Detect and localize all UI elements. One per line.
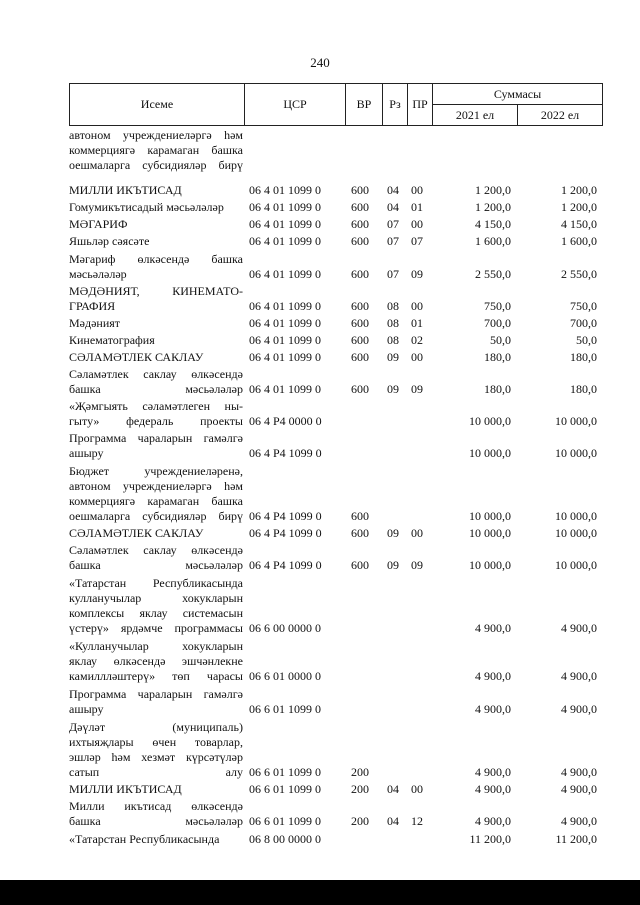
row-value-2021: 4 900,0	[475, 765, 511, 779]
row-pr: 09	[411, 382, 423, 396]
row-value-2021: 11 200,0	[469, 832, 511, 846]
table-row	[69, 200, 601, 215]
row-value-2022: 4 150,0	[561, 217, 597, 231]
row-csr: 06 4 P4 1099 0	[249, 509, 322, 523]
row-name	[69, 183, 243, 198]
table-row	[69, 252, 601, 282]
row-vr: 600	[351, 558, 369, 572]
row-value-2022: 180,0	[570, 382, 597, 396]
row-name-line: кулланучылар хокукларын	[69, 591, 243, 605]
budget-table-body	[69, 128, 601, 847]
header-year-2022: 2022 ел	[518, 105, 603, 126]
table-row	[69, 832, 601, 847]
row-csr: 06 4 01 1099 0	[249, 333, 321, 347]
row-name	[69, 639, 243, 684]
row-rz: 09	[387, 382, 399, 396]
row-name	[69, 431, 243, 461]
row-name-line: Яшьләр сәясәте	[69, 234, 150, 248]
row-csr: 06 4 01 1099 0	[249, 183, 321, 197]
row-value-2021: 1 200,0	[475, 183, 511, 197]
row-name	[69, 284, 243, 314]
row-csr: 06 4 P4 1099 0	[249, 446, 322, 460]
row-name-line: Программа чараларын гамәлгә	[69, 431, 243, 445]
row-vr: 600	[351, 299, 369, 313]
row-name-line: эшләр һәм хезмәт күрсәтүләр	[69, 750, 243, 764]
row-csr: 06 6 01 1099 0	[249, 702, 321, 716]
row-csr: 06 4 P4 1099 0	[249, 558, 322, 572]
row-value-2021: 4 900,0	[475, 814, 511, 828]
row-name-line: Мәгариф өлкәсендә башка	[69, 252, 243, 266]
row-vr: 200	[351, 782, 369, 796]
row-value-2021: 50,0	[490, 333, 511, 347]
header-rz: Рз	[383, 84, 408, 126]
row-vr: 200	[351, 814, 369, 828]
row-rz: 04	[387, 200, 399, 214]
row-vr: 600	[351, 526, 369, 540]
row-vr: 600	[351, 333, 369, 347]
row-csr: 06 4 01 1099 0	[249, 316, 321, 330]
row-rz: 07	[387, 217, 399, 231]
row-rz: 04	[387, 814, 399, 828]
row-name	[69, 350, 243, 365]
row-name-line: ашыру	[69, 446, 104, 460]
row-vr: 600	[351, 234, 369, 248]
table-row	[69, 367, 601, 397]
row-name-line: МӘДӘНИЯТ, КИНЕМАТО-	[69, 284, 243, 298]
row-name-line: МӘГАРИФ	[69, 217, 128, 231]
row-csr: 06 6 01 1099 0	[249, 782, 321, 796]
row-value-2022: 4 900,0	[561, 702, 597, 716]
table-row	[69, 639, 601, 684]
row-name-line: мәсьәләләр	[69, 267, 127, 281]
row-csr: 06 6 00 0000 0	[249, 621, 321, 635]
row-name-line: «Җәмгыять сәламәтлеген ны-	[69, 399, 243, 413]
row-rz: 07	[387, 267, 399, 281]
row-pr: 00	[411, 350, 423, 364]
table-row	[69, 128, 601, 173]
row-value-2022: 4 900,0	[561, 765, 597, 779]
row-value-2021: 4 900,0	[475, 669, 511, 683]
row-name-line: ашыру	[69, 702, 104, 716]
row-value-2021: 180,0	[484, 382, 511, 396]
row-csr: 06 4 01 1099 0	[249, 350, 321, 364]
row-name	[69, 543, 243, 573]
table-row	[69, 350, 601, 365]
row-value-2021: 750,0	[484, 299, 511, 313]
row-csr: 06 4 P4 1099 0	[249, 526, 322, 540]
table-row	[69, 333, 601, 348]
row-name-line: коммерциягә карамаган башка	[69, 143, 243, 157]
row-value-2021: 700,0	[484, 316, 511, 330]
row-name	[69, 200, 243, 215]
row-csr: 06 6 01 0000 0	[249, 669, 321, 683]
row-value-2021: 1 600,0	[475, 234, 511, 248]
row-value-2021: 10 000,0	[469, 526, 511, 540]
row-name-line: башка мәсьәләләр	[69, 558, 243, 572]
row-rz: 04	[387, 183, 399, 197]
row-name	[69, 252, 243, 282]
row-name-line: Гомумикътисадый мәсьәләләр	[69, 200, 224, 214]
table-row	[69, 431, 601, 461]
row-name-line: МИЛЛИ ИКЪТИСАД	[69, 183, 182, 197]
row-pr: 07	[411, 234, 423, 248]
row-vr: 600	[351, 350, 369, 364]
row-name-line: Программа чараларын гамәлгә	[69, 687, 243, 701]
row-name-line: башка мәсьәләләр	[69, 382, 243, 396]
row-name-line: «Татарстан Республикасында	[69, 832, 220, 846]
row-name	[69, 832, 243, 847]
row-value-2022: 50,0	[576, 333, 597, 347]
row-csr: 06 4 01 1099 0	[249, 382, 321, 396]
row-name-line: «Татарстан Республикасында	[69, 576, 243, 590]
row-value-2021: 4 900,0	[475, 621, 511, 635]
row-value-2021: 4 900,0	[475, 782, 511, 796]
row-name-line: башка мәсьәләләр	[69, 814, 243, 828]
row-name-line: яклау өлкәсендә эшчәнлекне	[69, 654, 243, 668]
row-csr: 06 4 01 1099 0	[249, 200, 321, 214]
row-pr: 01	[411, 200, 423, 214]
row-csr: 06 4 01 1099 0	[249, 234, 321, 248]
row-value-2022: 2 550,0	[561, 267, 597, 281]
row-name-line: камиллләштерү» төп чарасы	[69, 669, 243, 683]
row-pr: 00	[411, 782, 423, 796]
row-value-2022: 700,0	[570, 316, 597, 330]
row-value-2022: 1 200,0	[561, 183, 597, 197]
row-vr: 600	[351, 200, 369, 214]
row-name-line: оешмаларга субсидияләр бирү	[69, 509, 243, 523]
row-value-2021: 10 000,0	[469, 558, 511, 572]
row-name-line: СӘЛАМӘТЛЕК САКЛАУ	[69, 350, 204, 364]
row-name-line: сатып алу	[69, 765, 243, 779]
row-name-line: Кинематография	[69, 333, 155, 347]
row-csr: 06 8 00 0000 0	[249, 832, 321, 846]
header-sums: Суммасы	[433, 84, 603, 105]
row-name	[69, 316, 243, 331]
row-csr: 06 6 01 1099 0	[249, 814, 321, 828]
table-row	[69, 183, 601, 198]
row-csr: 06 4 P4 0000 0	[249, 414, 322, 428]
row-pr: 00	[411, 526, 423, 540]
scan-bottom-edge	[0, 880, 640, 905]
row-name	[69, 399, 243, 429]
row-rz: 08	[387, 316, 399, 330]
row-value-2022: 10 000,0	[555, 526, 597, 540]
row-pr: 02	[411, 333, 423, 347]
row-name	[69, 720, 243, 780]
row-value-2022: 1 200,0	[561, 200, 597, 214]
header-name: Исеме	[70, 84, 245, 126]
table-row	[69, 316, 601, 331]
row-name-line: Мәдәният	[69, 316, 121, 330]
row-name-line: МИЛЛИ ИКЪТИСАД	[69, 782, 182, 796]
row-value-2021: 10 000,0	[469, 414, 511, 428]
row-value-2022: 4 900,0	[561, 782, 597, 796]
header-year-2021: 2021 ел	[433, 105, 518, 126]
row-name	[69, 782, 243, 797]
table-row	[69, 799, 601, 829]
row-pr: 00	[411, 183, 423, 197]
row-name	[69, 464, 243, 524]
row-vr: 600	[351, 509, 369, 523]
table-header	[69, 83, 603, 126]
table-row	[69, 399, 601, 429]
row-name	[69, 128, 243, 173]
table-row	[69, 234, 601, 249]
row-value-2022: 4 900,0	[561, 814, 597, 828]
header-pr: ПР	[408, 84, 433, 126]
row-value-2021: 4 150,0	[475, 217, 511, 231]
row-name-line: комплексы яклау системасын	[69, 606, 243, 620]
header-vr: ВР	[346, 84, 383, 126]
row-value-2022: 10 000,0	[555, 446, 597, 460]
row-value-2021: 1 200,0	[475, 200, 511, 214]
row-name	[69, 687, 243, 717]
table-row	[69, 687, 601, 717]
row-pr: 09	[411, 267, 423, 281]
page-number: 240	[310, 55, 330, 70]
row-name-line: оешмаларга субсидияләр бирү	[69, 158, 243, 172]
row-vr: 600	[351, 316, 369, 330]
row-csr: 06 4 01 1099 0	[249, 217, 321, 231]
table-row	[69, 526, 601, 541]
row-vr: 600	[351, 217, 369, 231]
row-name	[69, 576, 243, 636]
row-name-line: Милли икътисад өлкәсендә	[69, 799, 243, 813]
table-row	[69, 464, 601, 524]
row-name	[69, 333, 243, 348]
row-csr: 06 4 01 1099 0	[249, 299, 321, 313]
row-pr: 00	[411, 217, 423, 231]
row-value-2022: 11 200,0	[555, 832, 597, 846]
row-vr: 600	[351, 267, 369, 281]
row-value-2021: 10 000,0	[469, 509, 511, 523]
row-csr: 06 4 01 1099 0	[249, 267, 321, 281]
row-rz: 07	[387, 234, 399, 248]
row-value-2022: 180,0	[570, 350, 597, 364]
row-name-line: Дәүләт (муниципаль)	[69, 720, 243, 734]
row-name-line: ГРАФИЯ	[69, 299, 116, 313]
row-pr: 12	[411, 814, 423, 828]
row-value-2022: 10 000,0	[555, 509, 597, 523]
row-value-2022: 1 600,0	[561, 234, 597, 248]
row-value-2022: 10 000,0	[555, 558, 597, 572]
row-rz: 09	[387, 558, 399, 572]
row-value-2022: 4 900,0	[561, 669, 597, 683]
row-name	[69, 367, 243, 397]
row-value-2022: 10 000,0	[555, 414, 597, 428]
row-name-line: автоном учреждениеләргә һәм	[69, 479, 243, 493]
table-row	[69, 720, 601, 780]
row-name	[69, 526, 243, 541]
row-name	[69, 217, 243, 232]
table-row	[69, 543, 601, 573]
row-name-line: коммерциягә карамаган башка	[69, 494, 243, 508]
row-vr: 200	[351, 765, 369, 779]
header-csr: ЦСР	[245, 84, 346, 126]
row-name-line: ихтыяҗлары өчен товарлар,	[69, 735, 243, 749]
row-vr: 600	[351, 183, 369, 197]
row-rz: 08	[387, 299, 399, 313]
row-rz: 09	[387, 350, 399, 364]
row-name-line: автоном учреждениеләргә һәм	[69, 128, 243, 142]
row-name-line: гыту» федераль проекты	[69, 414, 243, 428]
row-pr: 01	[411, 316, 423, 330]
row-pr: 00	[411, 299, 423, 313]
row-name-line: Сәламәтлек саклау өлкәсендә	[69, 367, 243, 381]
row-rz: 08	[387, 333, 399, 347]
row-name-line: Бюджет учреждениеләренә,	[69, 464, 243, 478]
row-rz: 09	[387, 526, 399, 540]
row-value-2022: 750,0	[570, 299, 597, 313]
row-name	[69, 234, 243, 249]
row-vr: 600	[351, 382, 369, 396]
table-row	[69, 217, 601, 232]
table-row	[69, 782, 601, 797]
row-name-line: СӘЛАМӘТЛЕК САКЛАУ	[69, 526, 204, 540]
row-name-line: үстерү» ярдәмче программасы	[69, 621, 243, 635]
row-name	[69, 799, 243, 829]
row-name-line: «Кулланучылар хокукларын	[69, 639, 243, 653]
row-value-2021: 2 550,0	[475, 267, 511, 281]
row-csr: 06 6 01 1099 0	[249, 765, 321, 779]
row-rz: 04	[387, 782, 399, 796]
row-name-line: Сәламәтлек саклау өлкәсендә	[69, 543, 243, 557]
row-value-2022: 4 900,0	[561, 621, 597, 635]
table-row	[69, 284, 601, 314]
row-value-2021: 4 900,0	[475, 702, 511, 716]
row-value-2021: 180,0	[484, 350, 511, 364]
table-row	[69, 576, 601, 636]
row-value-2021: 10 000,0	[469, 446, 511, 460]
row-pr: 09	[411, 558, 423, 572]
